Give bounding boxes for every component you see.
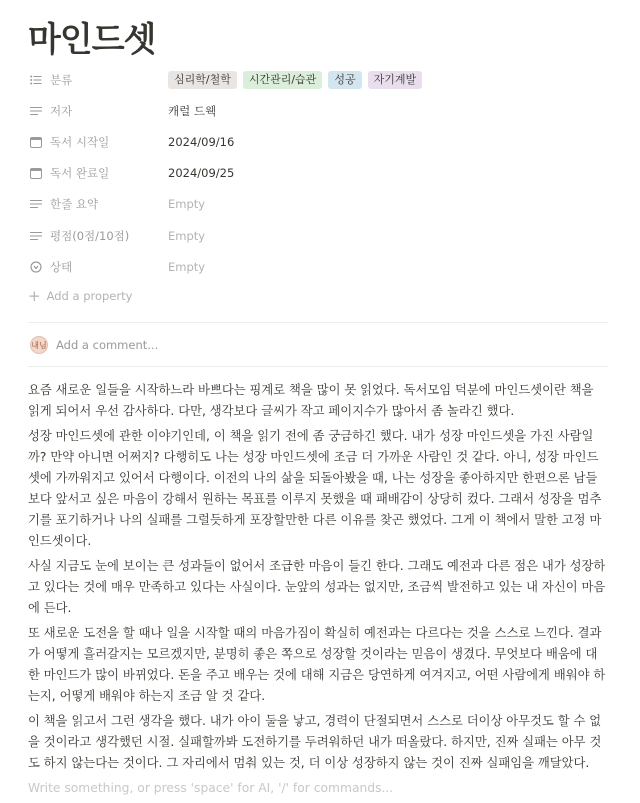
summary-value[interactable]: Empty <box>168 197 206 212</box>
property-label-text: 분류 <box>50 72 73 87</box>
property-label-text: 독서 시작일 <box>50 134 110 149</box>
text-icon <box>28 228 44 244</box>
property-label-text: 한줄 요약 <box>50 197 99 212</box>
comment-input[interactable]: Add a comment... <box>56 338 159 352</box>
property-label-text: 독서 완료일 <box>50 166 110 181</box>
avatar: 내님 <box>30 336 48 354</box>
calendar-icon <box>28 134 44 150</box>
property-category[interactable] <box>28 64 610 95</box>
status-icon <box>28 259 44 275</box>
property-label-text: 상태 <box>50 259 73 274</box>
property-label-text: 저자 <box>50 103 73 118</box>
tag-psychology[interactable]: 심리학/철학 <box>168 71 237 89</box>
body-paragraph[interactable]: 또 새로운 도전을 할 때나 일을 시작할 때의 마음가짐이 확실히 예전과는 다르다는 것을 스스로 느낀다. 결과가 어떻게 흘러갈지는 모르겠지만, 분명히 좋은 쪽으로 성장할 것이라는 믿음이 생겼다. 무엇보다 배움에 대한 마인드가 많이 바뀌었다. 돈을 주고 배우는 것에 대해 지금은 당연하게 여겨지고, 어떤 사람에게 배워야 하는지, 어떻게 배워야 하는지 조금 알 것 같다. <box>28 626 606 703</box>
text-icon <box>28 103 44 119</box>
property-author[interactable] <box>28 95 610 126</box>
category-tags[interactable] <box>168 71 422 89</box>
start-date-value[interactable]: 2024/09/16 <box>168 134 235 149</box>
divider-top <box>28 322 608 323</box>
page-title[interactable]: 마인드셋 <box>28 20 156 60</box>
property-label-text: 평점(0점/10점) <box>50 228 130 243</box>
tag-self-development[interactable]: 자기계발 <box>368 71 423 89</box>
plus-icon: + <box>28 286 41 305</box>
calendar-icon <box>28 165 44 181</box>
tag-time-management[interactable]: 시간관리/습관 <box>243 71 322 89</box>
body-paragraph[interactable]: 이 책을 읽고서 그런 생각을 했다. 내가 아이 둘을 낳고, 경력이 단절되면서 스스로 더이상 아무것도 할 수 없을 것이라고 생각했던 시절. 실패할까봐 도전하기를 두려워하던 내가 떠올랐다. 하지만, 진짜 실패는 아무 것도 하지 않는다는 것이다. 그 자리에서 멈춰 있는 것, 더 이상 성장하지 않는 것이 진짜 실패임을 깨달았다. <box>28 714 602 770</box>
status-value[interactable]: Empty <box>168 259 206 274</box>
empty-block-hint[interactable]: Write something, or press 'space' for AI, '/' for commands... <box>28 781 394 795</box>
comment-input-row[interactable] <box>30 336 158 354</box>
rating-value[interactable]: Empty <box>168 228 206 243</box>
property-label-rating[interactable] <box>28 228 168 244</box>
add-property-button[interactable] <box>28 282 610 310</box>
property-label-category[interactable] <box>28 72 168 88</box>
property-label-author[interactable] <box>28 103 168 119</box>
tag-success[interactable]: 성공 <box>328 71 361 89</box>
page-body[interactable] <box>28 380 606 803</box>
author-value[interactable]: 캐럴 드웩 <box>168 103 217 118</box>
add-property-label: Add a property <box>46 289 133 304</box>
property-end-date[interactable] <box>28 158 610 189</box>
property-status[interactable] <box>28 251 610 282</box>
properties-panel <box>28 64 610 310</box>
property-start-date[interactable] <box>28 126 610 157</box>
end-date-value[interactable]: 2024/09/25 <box>168 166 235 181</box>
property-label-end-date[interactable] <box>28 165 168 181</box>
body-paragraph[interactable]: 사실 지금도 눈에 보이는 큰 성과들이 없어서 조급한 마음이 들긴 한다. 그래도 예전과 다른 점은 내가 성장하고 있다는 것에 매우 만족하고 있다는 사실이다. 눈앞의 성과는 없지만, 조금씩 발전하고 있는 내 자신이 마음에 든다. <box>28 559 606 615</box>
list-icon <box>28 72 44 88</box>
body-paragraph[interactable]: 성장 마인드셋에 관한 이야기인데, 이 책을 읽기 전에 좀 궁금하긴 했다. 내가 성장 마인드셋을 가진 사람일까? 만약 아니면 어쩌지? 다행히도 나는 성장 마인드셋에 조금 더 가까운 사람인 것 같다. 아니, 성장 마인드셋에 가까워지고 있어서 다행이다. 이전의 나의 삶을 되돌아봤을 때, 나는 성장을 좋아하지만 한편으론 남들보다 앞서고 싶은 마음이 강해서 원하는 목표를 이루지 못했을 때 패배감이 상당히 컸다. 그래서 성장을 멈추기를 포기하거나 나의 실패를 그럴듯하게 포장할만한 다른 이유를 찾곤 했었다. 그게 이 책에서 말한 고정 마인드셋이다. <box>28 429 602 548</box>
property-summary[interactable] <box>28 189 610 220</box>
property-label-summary[interactable] <box>28 196 168 212</box>
property-rating[interactable] <box>28 220 610 251</box>
body-paragraph[interactable]: 요즘 새로운 일들을 시작하느라 바쁘다는 핑계로 책을 많이 못 읽었다. 독서모임 덕분에 마인드셋이란 책을 읽게 되어서 우선 감사하다. 다만, 생각보다 글씨가 작고 페이지수가 많아서 좀 놀라긴 했다. <box>28 383 594 418</box>
divider-bottom <box>28 366 608 367</box>
property-label-start-date[interactable] <box>28 134 168 150</box>
property-label-status[interactable] <box>28 259 168 275</box>
text-icon <box>28 196 44 212</box>
